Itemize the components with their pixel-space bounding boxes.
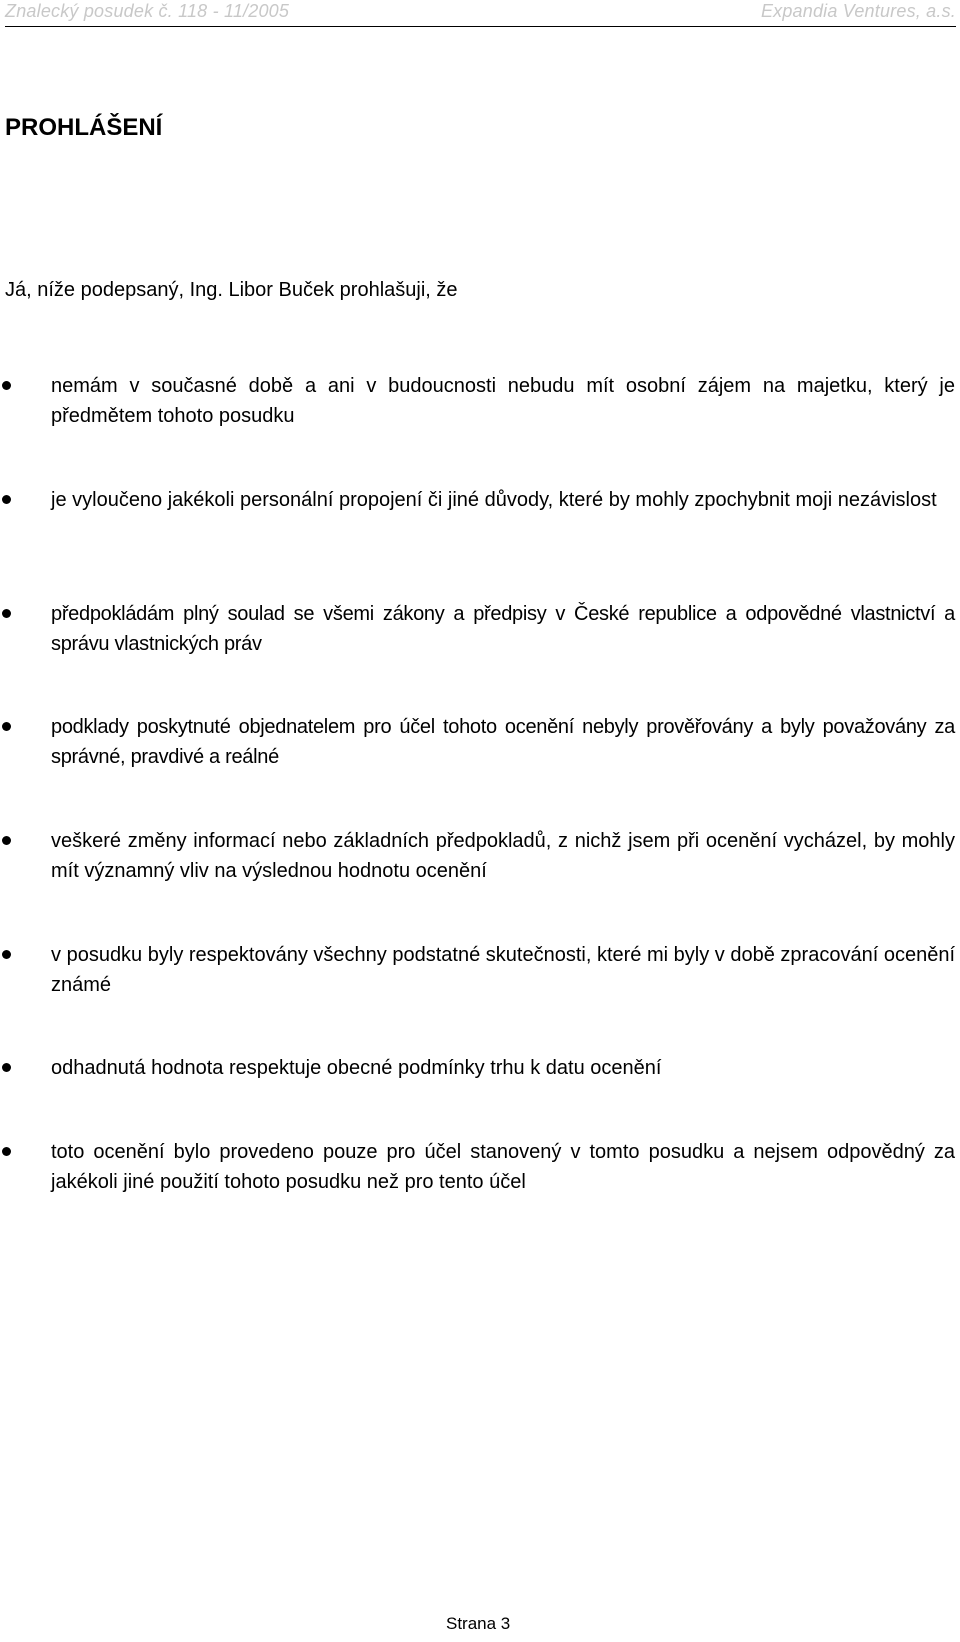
list-item-text: nemám v současné době a ani v budoucnosti nebudu mít osobní zájem na majetku, který je předmětem tohoto posudku: [51, 375, 955, 427]
page-number: Strana 3: [446, 1614, 511, 1633]
bullet-icon: [2, 950, 11, 959]
page-header: [5, 0, 956, 27]
header-company-name: Expandia Ventures, a.s.: [760, 1, 956, 21]
bullet-icon: [2, 722, 11, 731]
page-title: PROHLÁŠENÍ: [5, 114, 163, 141]
list-item-text: je vyloučeno jakékoli personální propojení či jiné důvody, které by mohly zpochybnit moji nezávislost: [51, 489, 937, 511]
list-item-text: v posudku byly respektovány všechny podstatné skutečnosti, které mi byly v době zpracování ocenění známé: [51, 944, 955, 996]
bullet-icon: [2, 836, 11, 845]
bullet-icon: [2, 609, 11, 618]
list-item-text: podklady poskytnuté objednatelem pro účel tohoto ocenění nebyly prověřovány a byly považovány za správné, pravdivé a reálné: [51, 716, 955, 768]
bullet-icon: [2, 1147, 11, 1156]
bullet-icon: [2, 381, 11, 390]
list-item-text: toto ocenění bylo provedeno pouze pro účel stanovený v tomto posudku a nejsem odpovědný za jakékoli jiné použití tohoto posudku než pro tento účel: [51, 1141, 955, 1193]
intro-paragraph: Já, níže podepsaný, Ing. Libor Buček prohlašuji, že: [5, 279, 458, 301]
list-item-text: veškeré změny informací nebo základních předpokladů, z nichž jsem při ocenění vycházel, by mohly mít významný vliv na výslednou hodnotu ocenění: [51, 830, 955, 882]
list-item-text: předpokládám plný soulad se všemi zákony a předpisy v České republice a odpovědné vlastnictví a správu vlastnických práv: [51, 603, 955, 655]
list-item-text: odhadnutá hodnota respektuje obecné podmínky trhu k datu ocenění: [51, 1057, 662, 1079]
bullet-icon: [2, 495, 11, 504]
header-report-number: Znalecký posudek č. 118 - 11/2005: [5, 1, 290, 21]
bullet-icon: [2, 1063, 11, 1072]
